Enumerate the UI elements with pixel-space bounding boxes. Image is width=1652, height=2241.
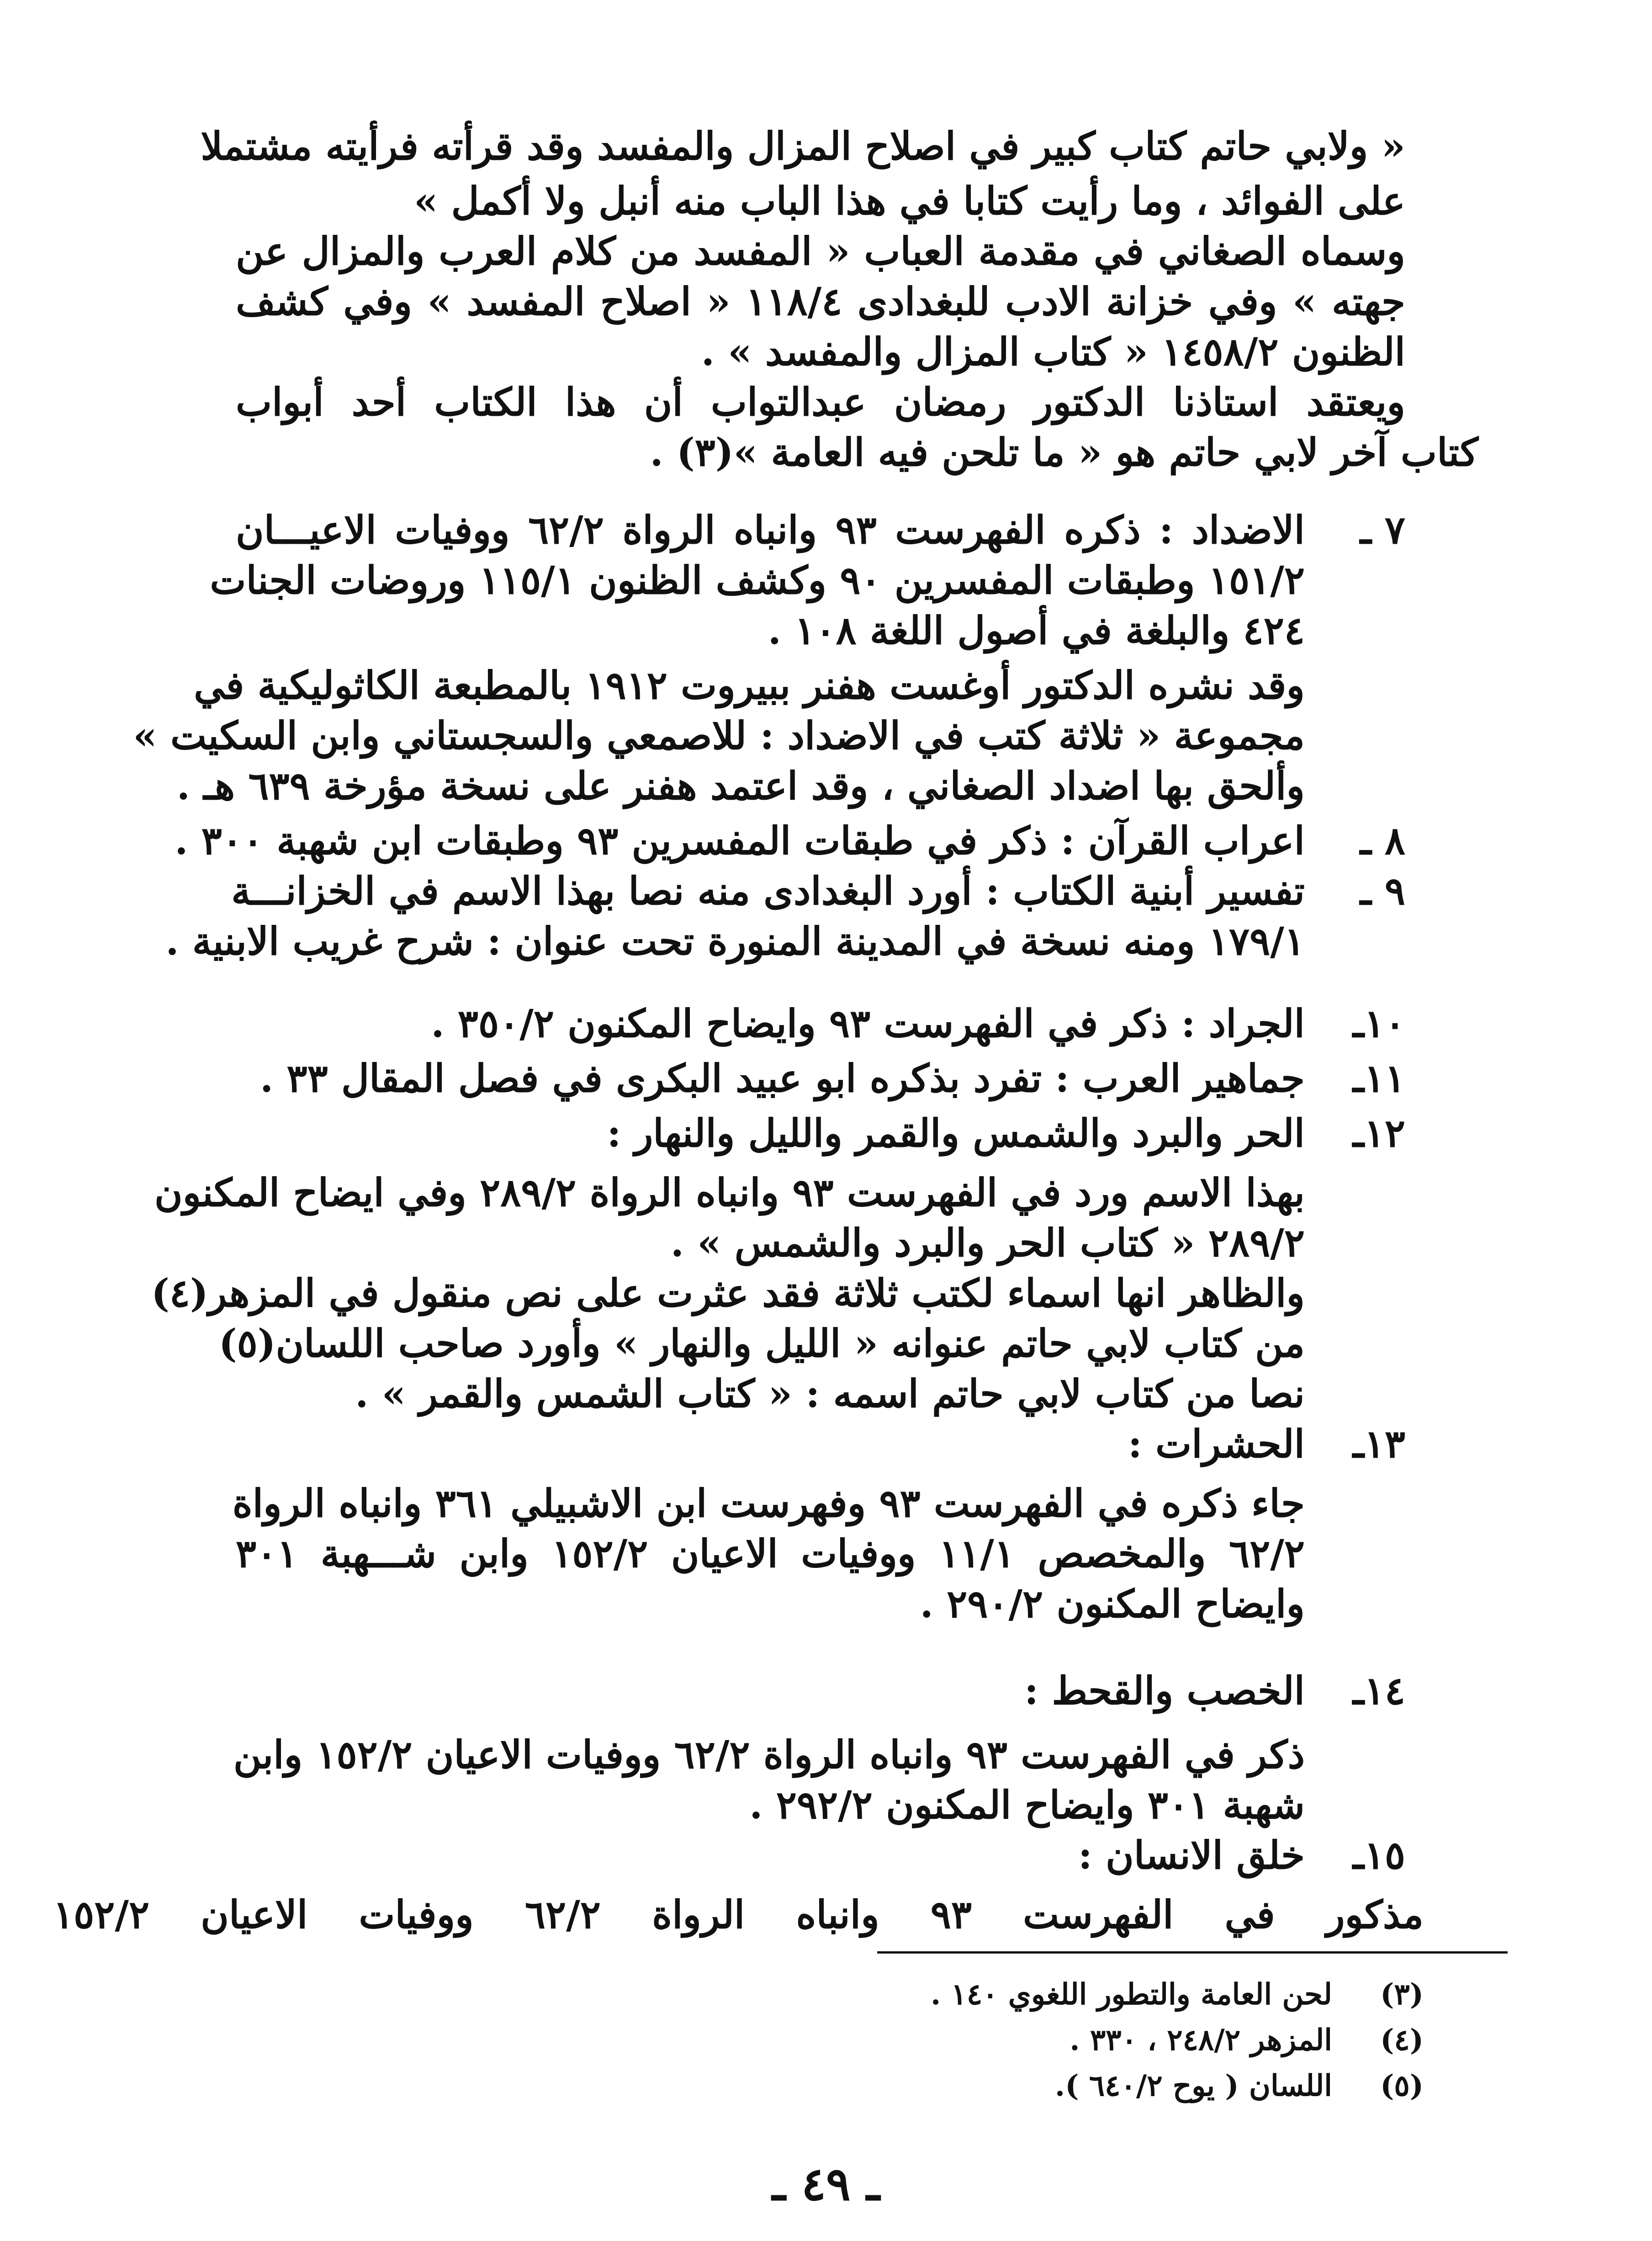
intro-line: جهته » وفي خزانة الادب للبغدادى ١١٨/٤ « اصلاح المفسد » وفي كشف	[236, 279, 1405, 324]
entry-number: ٧ ـ	[1360, 507, 1405, 552]
entry-number: ١٥ـ	[1353, 1832, 1405, 1878]
entry-number: ٨ ـ	[1360, 818, 1405, 863]
entry-number: ١١ـ	[1353, 1056, 1405, 1101]
entry-line: وقد نشره الدكتور أوغست هفنر ببيروت ١٩١٢ بالمطبعة الكاثوليكية في	[194, 663, 1305, 708]
footnote-marker: (٤)	[1380, 2023, 1424, 2057]
entry-line: الاضداد : ذكره الفهرست ٩٣ وانباه الرواة ٦٢/٢ ووفيات الاعيـــان	[236, 507, 1305, 552]
footnote-divider	[877, 1951, 1508, 1954]
entry-line: والظاهر انها اسماء لكتب ثلاثة فقد عثرت على نص منقول في المزهر(٤)	[151, 1270, 1305, 1316]
entry-line: الجراد : ذكر في الفهرست ٩٣ وايضاح المكنون ٣٥٠/٢ .	[431, 1001, 1305, 1046]
entry-line: ١٥١/٢ وطبقات المفسرين ٩٠ وكشف الظنون ١١٥/١ وروضات الجنات	[210, 558, 1305, 603]
entry-line: من كتاب لابي حاتم عنوانه « الليل والنهار » وأورد صاحب اللسان(٥)	[218, 1321, 1305, 1366]
entry-line: شهبة ٣٠١ وايضاح المكنون ٢٩٢/٢ .	[749, 1782, 1305, 1827]
entry-number: ٩ ـ	[1360, 868, 1405, 913]
entry-line: وايضاح المكنون ٢٩٠/٢ .	[920, 1581, 1305, 1626]
entry-line: بهذا الاسم ورد في الفهرست ٩٣ وانباه الرواة ٢٨٩/٢ وفي ايضاح المكنون	[154, 1170, 1305, 1215]
entry-line: ١٧٩/١ ومنه نسخة في المدينة المنورة تحت عنوان : شرح غريب الابنية .	[165, 919, 1305, 964]
entry-line: الحشرات :	[1128, 1421, 1305, 1466]
intro-line: ويعتقد استاذنا الدكتور رمضان عبدالتواب أن هذا الكتاب أحد أبواب	[236, 379, 1405, 425]
entry-line: اعراب القرآن : ذكر في طبقات المفسرين ٩٣ وطبقات ابن شهبة ٣٠٠ .	[175, 818, 1305, 863]
intro-line: على الفوائد ، وما رأيت كتابا في هذا الباب منه أنبل ولا أكمل »	[413, 178, 1405, 223]
entry-line: مذكور في الفهرست ٩٣ وانباه الرواة ٦٢/٢ ووفيات الاعيان ١٥٢/٢	[53, 1892, 1424, 1937]
entry-number: ١٤ـ	[1353, 1668, 1405, 1713]
footnote-text: لحن العامة والتطور اللغوي ١٤٠ .	[930, 1977, 1332, 2012]
footnote-text: اللسان ( يوح ٦٤٠/٢ ).	[1054, 2069, 1332, 2103]
intro-line: الظنون ١٤٥٨/٢ « كتاب المزال والمفسد » .	[701, 329, 1405, 374]
entry-line: مجموعة « ثلاثة كتب في الاضداد : للاصمعي والسجستاني وابن السكيت »	[133, 713, 1305, 758]
entry-line: وألحق بها اضداد الصغاني ، وقد اعتمد هفنر على نسخة مؤرخة ٦٣٩ هـ .	[176, 763, 1305, 808]
entry-line: الحر والبرد والشمس والقمر والليل والنهار :	[607, 1110, 1305, 1156]
entry-number: ١٣ـ	[1353, 1421, 1405, 1466]
footnote-marker: (٣)	[1380, 1977, 1424, 2012]
entry-line: ٦٢/٢ والمخصص ١١/١ ووفيات الاعيان ١٥٢/٢ وابن شـــهبة ٣٠١	[236, 1531, 1305, 1576]
entry-line: ذكر في الفهرست ٩٣ وانباه الرواة ٦٢/٢ ووفيات الاعيان ١٥٢/٢ وابن	[233, 1732, 1305, 1777]
entry-line: خلق الانسان :	[1078, 1832, 1305, 1878]
entry-line: ٢٨٩/٢ « كتاب الحر والبرد والشمس » .	[670, 1220, 1305, 1265]
entry-line: الخصب والقحط :	[1024, 1668, 1305, 1713]
intro-line: وسماه الصغاني في مقدمة العباب « المفسد من كلام العرب والمزال عن	[236, 228, 1406, 274]
entry-line: جاء ذكره في الفهرست ٩٣ وفهرست ابن الاشبيلي ٣٦١ وانباه الرواة	[232, 1481, 1305, 1526]
intro-line: كتاب آخر لابي حاتم هو « ما تلحن فيه العامة »(٣) .	[650, 430, 1478, 475]
page-number: ـ ٤٩ ـ	[772, 2157, 880, 2211]
footnote-text: المزهر ٢٤٨/٢ ، ٣٣٠ .	[1070, 2023, 1332, 2057]
entry-line: نصا من كتاب لابي حاتم اسمه : « كتاب الشمس والقمر » .	[355, 1371, 1305, 1416]
entry-line: تفسير أبنية الكتاب : أورد البغدادى منه نصا بهذا الاسم في الخزانـــة	[231, 868, 1305, 913]
entry-number: ١٢ـ	[1353, 1110, 1405, 1156]
intro-line: « ولابي حاتم كتاب كبير في اصلاح المزال والمفسد وقد قرأته فرأيته مشتملا	[201, 123, 1405, 169]
entry-line: ٤٢٤ والبلغة في أصول اللغة ١٠٨ .	[768, 608, 1305, 653]
entry-number: ١٠ـ	[1353, 1001, 1405, 1046]
footnote-marker: (٥)	[1380, 2069, 1424, 2103]
entry-line: جماهير العرب : تفرد بذكره ابو عبيد البكرى في فصل المقال ٣٣ .	[259, 1056, 1305, 1101]
